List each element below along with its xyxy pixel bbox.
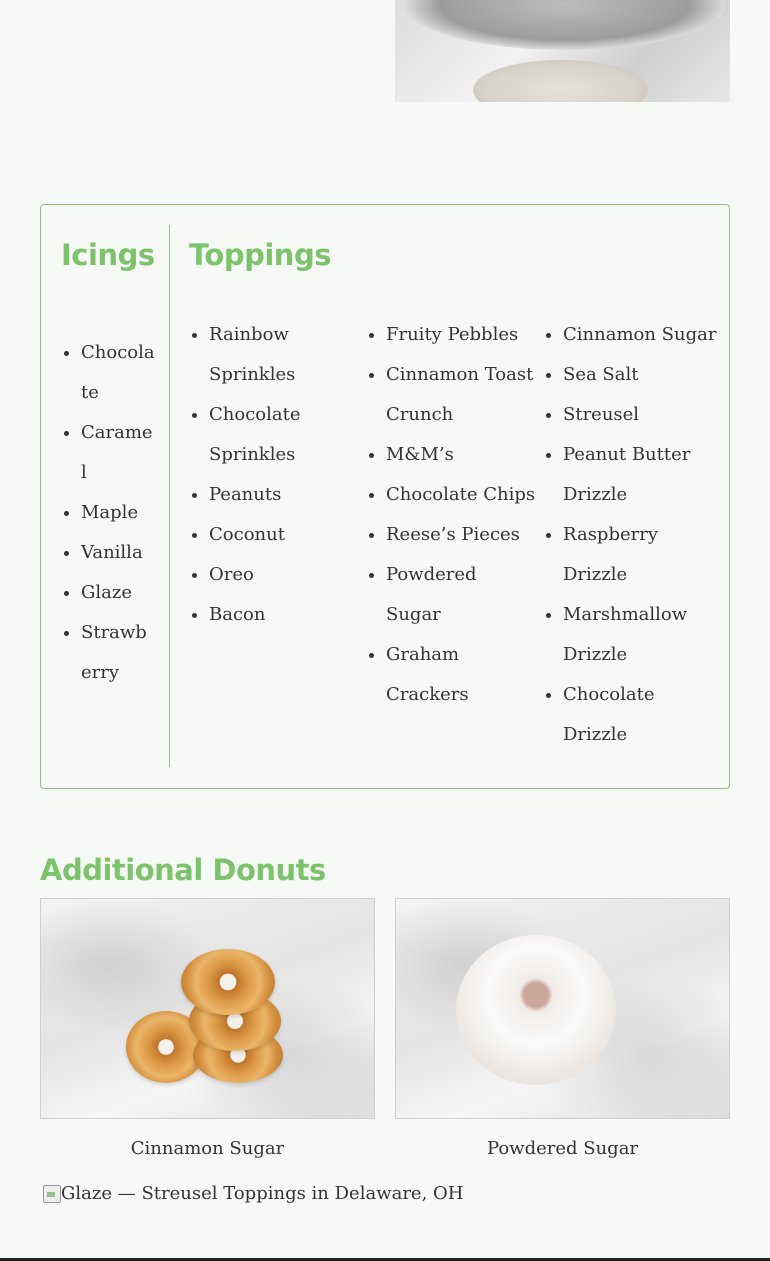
topping-item: • Chocolate Drizzle [563, 675, 723, 755]
icing-item: • Glaze [81, 573, 157, 613]
topping-item: • Powdered Sugar [386, 555, 536, 635]
topping-item: • Peanuts [209, 475, 359, 515]
broken-image-alt-text: Glaze — Streusel Toppings in Delaware, OH [61, 1183, 464, 1204]
icings-column [61, 225, 170, 767]
topping-item: • Coconut [209, 515, 359, 555]
topping-item: • Reese’s Pieces [386, 515, 536, 555]
topping-item: • Chocolate Sprinkles [209, 395, 359, 475]
toppings-list-1 [189, 315, 359, 635]
icing-item: • Maple [81, 493, 157, 533]
menu-options-box [40, 204, 730, 789]
topping-item: • Fruity Pebbles [386, 315, 536, 355]
icings-heading: Icings [61, 238, 155, 272]
topping-item: • Cinnamon Sugar [563, 315, 723, 355]
toppings-heading: Toppings [189, 238, 331, 272]
topping-item: • Cinnamon Toast Crunch [386, 355, 536, 435]
powdered-sugar-donut-image[interactable] [395, 898, 730, 1119]
topping-item: • M&M’s [386, 435, 536, 475]
donut-card-powdered-sugar[interactable] [395, 898, 730, 1161]
icings-list [61, 333, 157, 693]
additional-donuts-heading: Additional Donuts [40, 853, 326, 887]
donut-caption: Powdered Sugar [486, 1138, 639, 1159]
donut-stand-image [395, 0, 730, 102]
cinnamon-sugar-donut-image[interactable] [40, 898, 375, 1119]
broken-image-icon [43, 1185, 61, 1203]
topping-item: • Marshmallow Drizzle [563, 595, 723, 675]
icing-item: • Vanilla [81, 533, 157, 573]
donut-shape [181, 949, 275, 1015]
broken-image [43, 1183, 464, 1204]
icing-item: • Caramel [81, 413, 157, 493]
topping-item: • Raspberry Drizzle [563, 515, 723, 595]
topping-item: • Graham Crackers [386, 635, 536, 715]
donut-card-cinnamon-sugar[interactable] [40, 898, 375, 1161]
topping-item: • Sea Salt [563, 355, 723, 395]
toppings-list-3 [543, 315, 723, 755]
topping-item: • Chocolate Chips [386, 475, 536, 515]
toppings-column [189, 225, 717, 745]
topping-item: • Oreo [209, 555, 359, 595]
icing-item: • Strawberry [81, 613, 157, 693]
topping-item: • Bacon [209, 595, 359, 635]
plate-stand [473, 60, 648, 102]
icing-item: • Chocolate [81, 333, 157, 413]
donut-caption: Cinnamon Sugar [130, 1138, 285, 1159]
plate-rim [405, 0, 725, 50]
topping-item: • Streusel [563, 395, 723, 435]
topping-item: • Peanut Butter Drizzle [563, 435, 723, 515]
topping-item: • Rainbow Sprinkles [209, 315, 359, 395]
toppings-list-2 [366, 315, 536, 715]
donut-shape [456, 935, 616, 1085]
